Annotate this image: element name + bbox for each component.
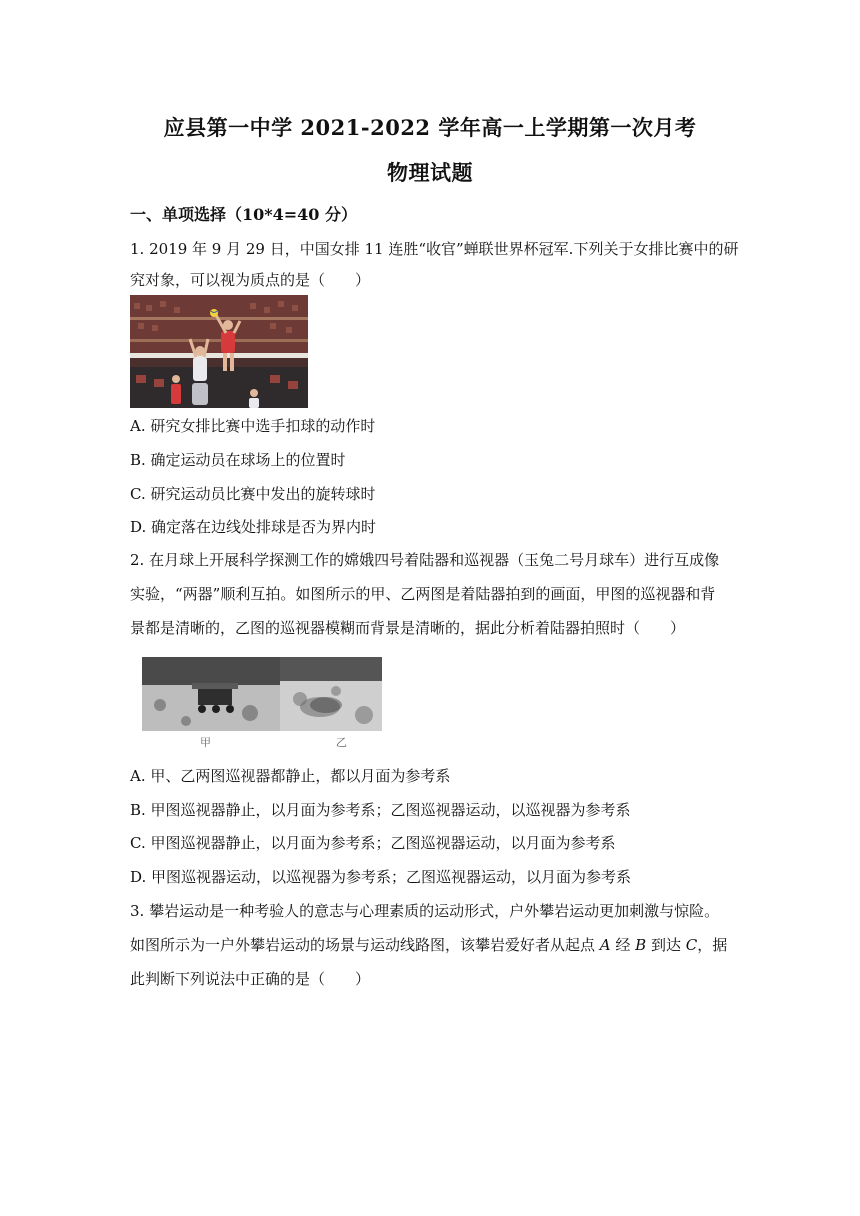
fig-label-right: 乙 — [336, 736, 347, 749]
volleyball-photo-drawing — [130, 295, 308, 408]
q3-stem-line3: 此判断下列说法中正确的是（ ） — [130, 970, 371, 988]
exam-subtitle: 物理试题 — [387, 160, 473, 185]
q1-stem-line1: 1. 2019 年 9 月 29 日，中国女排 11 连胜“收官”蝉联世界杯冠军.下列关于女排比赛中的研 — [130, 240, 739, 258]
q3-stem-line1: 3. 攀岩运动是一种考验人的意志与心理素质的运动形式，户外攀岩运动更加刺激与惊险。 — [130, 902, 720, 920]
point-a-label: A — [599, 936, 611, 954]
q1-option-a: A. 研究女排比赛中选手扣球的动作时 — [130, 417, 376, 435]
q2-stem-line2: 实验，“两器”顺利互拍。如图所示的甲、乙两图是着陆器拍到的画面，甲图的巡视器和背 — [130, 585, 716, 603]
q3-stem-line2-part-c: 到达 — [646, 936, 686, 954]
q1-option-d: D. 确定落在边线处排球是否为界内时 — [130, 518, 377, 536]
q2-option-b: B. 甲图巡视器静止，以月面为参考系；乙图巡视器运动，以巡视器为参考系 — [130, 801, 631, 819]
volleyball-photo — [130, 295, 308, 408]
q1-stem-line2: 究对象，可以视为质点的是（ ） — [130, 271, 371, 289]
q2-option-d: D. 甲图巡视器运动，以巡视器为参考系；乙图巡视器运动，以月面为参考系 — [130, 868, 632, 886]
point-b-label: B — [635, 936, 647, 954]
exam-title: 应县第一中学 2021-2022 学年高一上学期第一次月考 — [163, 115, 697, 140]
section-heading: 一、单项选择（10*4=40 分） — [130, 205, 358, 224]
q3-stem-line2-part-d: ，据 — [697, 936, 728, 954]
lunar-rover-photos-drawing — [140, 655, 384, 749]
q1-option-c: C. 研究运动员比赛中发出的旋转球时 — [130, 485, 376, 503]
q3-stem-line2 — [130, 934, 727, 955]
q2-stem-line1: 2. 在月球上开展科学探测工作的嫦娥四号着陆器和巡视器（玉兔二号月球车）进行互成像 — [130, 551, 720, 569]
point-c-label: C — [685, 936, 698, 954]
q2-stem-line3: 景都是清晰的，乙图的巡视器模糊而背景是清晰的，据此分析着陆器拍照时（ ） — [130, 619, 686, 637]
q3-stem-line2-part-b: 经 — [610, 936, 636, 954]
fig-label-left: 甲 — [200, 736, 211, 749]
q1-option-b: B. 确定运动员在球场上的位置时 — [130, 451, 346, 469]
lunar-rover-photos — [140, 655, 384, 749]
q3-stem-line2-part-a: 如图所示为一户外攀岩运动的场景与运动线路图，该攀岩爱好者从起点 — [130, 936, 600, 954]
q2-option-a: A. 甲、乙两图巡视器都静止，都以月面为参考系 — [130, 767, 451, 785]
q2-option-c: C. 甲图巡视器静止，以月面为参考系；乙图巡视器运动，以月面为参考系 — [130, 834, 616, 852]
